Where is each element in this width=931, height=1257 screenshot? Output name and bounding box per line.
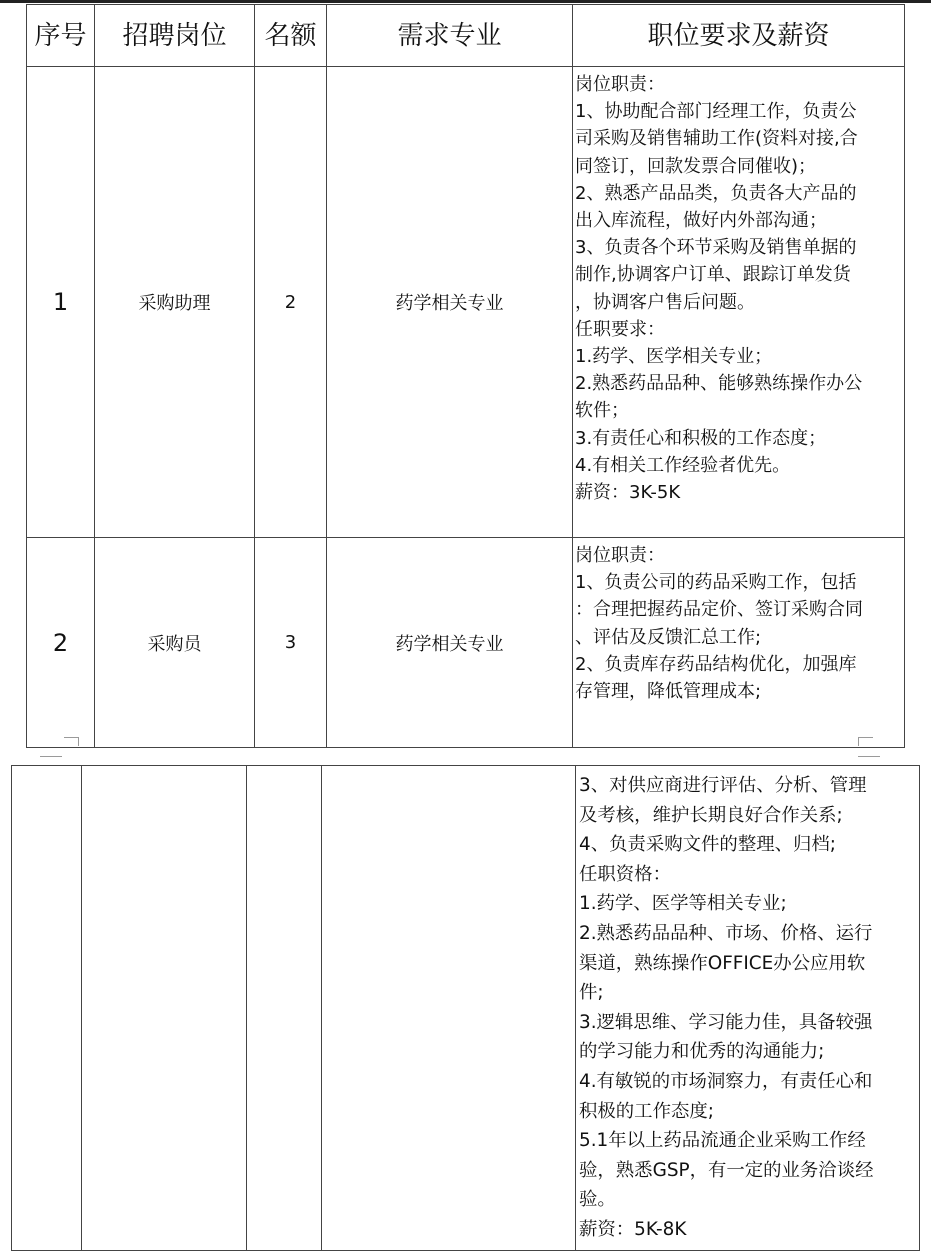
continued-index-cell (12, 766, 82, 1251)
requirement-line: 薪资：5K-8K (579, 1218, 687, 1240)
top-border-line (0, 0, 931, 3)
recruitment-table (26, 4, 905, 748)
requirement-line: 4.有相关工作经验者优先。 (575, 454, 791, 476)
row-major: 药学相关专业 (327, 538, 573, 748)
row-position: 采购员 (95, 538, 255, 748)
requirement-line: 2.熟悉药品品种、能够熟练操作办公 (575, 373, 863, 395)
requirement-line: 验，熟悉GSP，有一定的业务洽谈经 (579, 1159, 874, 1181)
continued-position-cell (82, 766, 247, 1251)
header-major: 需求专业 (327, 5, 573, 67)
requirement-line: 1.药学、医学等相关专业; (579, 893, 787, 915)
requirement-line: 渠道，熟练操作OFFICE办公应用软 (579, 952, 866, 974)
requirement-line: ：合理把握药品定价、签订采购合同 (575, 599, 863, 621)
row-requirements (573, 67, 905, 538)
requirement-line: 岗位职责： (575, 74, 665, 95)
table-header-row (27, 5, 905, 67)
requirement-line: 件; (579, 982, 604, 1004)
continued-requirements (576, 766, 920, 1251)
requirement-line: 制作,协调客户订单、跟踪订单发货 (575, 264, 851, 286)
requirement-line: 的学习能力和优秀的沟通能力; (579, 1041, 825, 1063)
requirement-line: 同签订，回款发票合同催收)； (575, 155, 817, 177)
requirement-line: 积极的工作态度; (579, 1100, 714, 1122)
requirement-line: 出入库流程，做好内外部沟通； (575, 210, 827, 232)
table-row (27, 67, 905, 538)
continued-major-cell (322, 766, 576, 1251)
header-quota: 名额 (255, 5, 327, 67)
requirement-line: 3、对供应商进行评估、分析、管理 (579, 775, 867, 796)
table-row (27, 538, 905, 748)
row-quota: 3 (255, 538, 327, 748)
row-index: 2 (27, 538, 95, 748)
requirement-line: 1、协助配合部门经理工作，负责公 (575, 101, 857, 123)
row-position: 采购助理 (95, 67, 255, 538)
continued-quota-cell (247, 766, 322, 1251)
requirement-line: 司采购及销售辅助工作(资料对接,合 (575, 128, 858, 150)
requirement-line: 1.药学、医学相关专业； (575, 346, 773, 368)
page-corner-mark-left (40, 756, 62, 757)
requirement-line: 任职资格： (579, 863, 671, 885)
row-index: 1 (27, 67, 95, 538)
requirement-line: 4、负责采购文件的整理、归档; (579, 834, 836, 856)
requirement-line: 2.熟悉药品品种、市场、价格、运行 (579, 922, 873, 944)
requirement-line: 3、负责各个环节采购及销售单据的 (575, 237, 857, 259)
table-row-continued (12, 766, 920, 1251)
requirement-line: 3.有责任心和积极的工作态度； (575, 427, 827, 449)
row-quota: 2 (255, 67, 327, 538)
requirement-line: 3.逻辑思维、学习能力佳，具备较强 (579, 1011, 873, 1033)
row-requirements (573, 538, 905, 748)
page-corner-mark-left (64, 737, 79, 746)
header-index: 序号 (27, 5, 95, 67)
requirement-line: 、评估及反馈汇总工作; (575, 626, 762, 648)
requirement-line: ，协调客户售后问题。 (575, 291, 755, 313)
requirement-line: 2、熟悉产品品类，负责各大产品的 (575, 182, 857, 204)
requirement-line: 任职要求： (575, 318, 665, 340)
page-corner-mark-right (858, 756, 880, 757)
requirement-line: 及考核，维护长期良好合作关系; (579, 804, 843, 826)
page-corner-mark-right (858, 737, 873, 746)
header-requirements: 职位要求及薪资 (573, 5, 905, 67)
requirement-line: 2、负责库存药品结构优化，加强库 (575, 653, 857, 675)
recruitment-table-continued (11, 765, 920, 1251)
row-major: 药学相关专业 (327, 67, 573, 538)
requirement-line: 存管理，降低管理成本; (575, 681, 762, 703)
requirement-line: 薪资：3K-5K (575, 482, 681, 504)
requirement-line: 1、负责公司的药品采购工作，包括 (575, 572, 857, 594)
requirement-line: 验。 (579, 1189, 616, 1211)
requirement-line: 岗位职责： (575, 545, 665, 566)
requirement-line: 5.1年以上药品流通企业采购工作经 (579, 1130, 866, 1152)
requirement-line: 软件； (575, 400, 629, 422)
requirement-line: 4.有敏锐的市场洞察力，有责任心和 (579, 1070, 873, 1092)
header-position: 招聘岗位 (95, 5, 255, 67)
